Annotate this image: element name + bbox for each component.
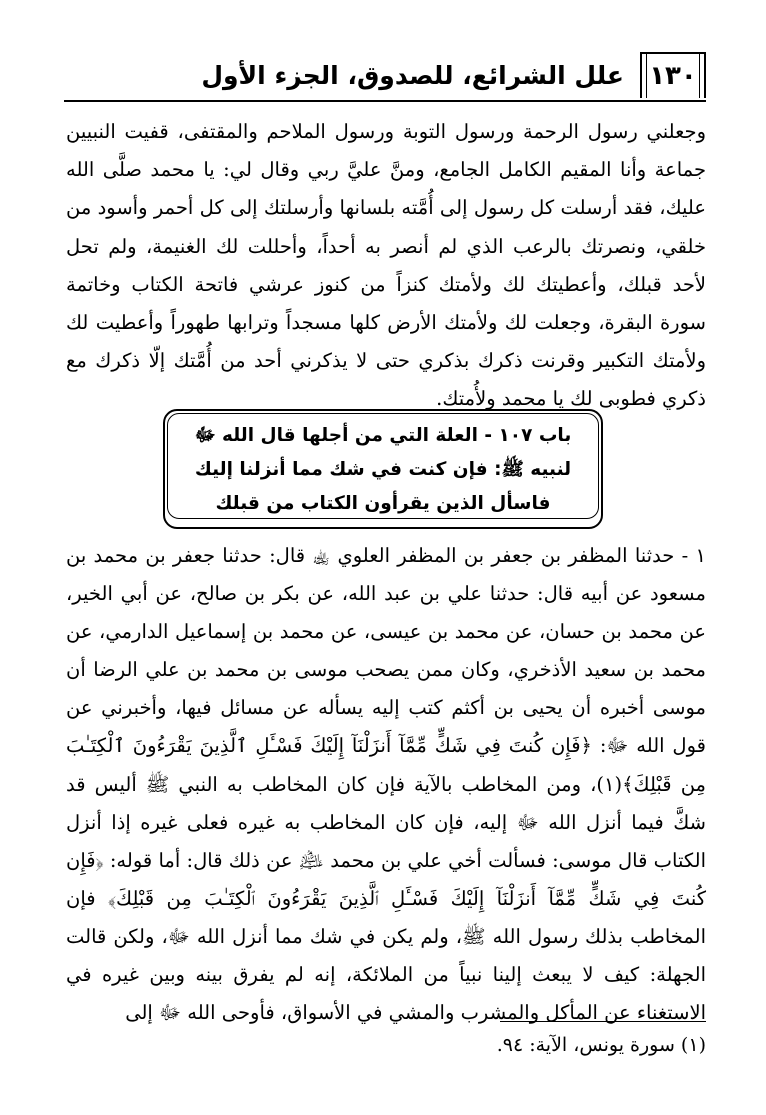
body-paragraph-1: وجعلني رسول الرحمة ورسول التوبة ورسول الملاحم والمقتفى، قفيت النبيين جماعة وأنا المقيم الكامل الجامع، ومنَّ عليَّ ربي وقال لي: يا محمد صلَّى الله عليك، فقد أرسلت كل رسول إلى أُمَّته بلسانها وأرسلتك إلى كل أحمر وأسود من خلقي، ونصرتك بالرعب الذي لم أنصر به أحداً، وأحللت لك الغنيمة، ولم تحل لأحد قبلك، وأعطيتك لك ولأمتك كنزاً من كنوز عرشي فاتحة الكتاب وخاتمة سورة البقرة، وجعلت لك ولأمتك الأرض كلها مسجداً وترابها طهوراً وأعطيت لك ولأمتك التكبير وقرنت ذكرك بذكري حتى لا يذكرني أحد من أُمَّتك إلّا ذكرك مع ذكري فطوبى لك يا محمد ولأُمتك.	[66, 120, 706, 411]
page-number-box	[640, 52, 706, 98]
footnote: (١) سورة يونس، الآية: ٩٤.	[496, 1034, 706, 1056]
chapter-heading-box	[163, 409, 603, 529]
page-number: ١٣٠	[646, 54, 700, 98]
footnote-divider	[500, 1021, 706, 1022]
book-title: علل الشرائع، للصدوق، الجزء الأول	[201, 61, 624, 90]
chapter-title: باب ١٠٧ - العلة التي من أجلها قال الله ﷻ لنبيه ﷺ: فإن كنت في شك مما أنزلنا إليك فاسأل الذين يقرأون الكتاب من قبلك	[194, 425, 572, 514]
running-header	[64, 52, 706, 102]
body-paragraph-2: ١ - حدثنا المظفر بن جعفر بن المظفر العلوي ﵀ قال: حدثنا جعفر بن محمد بن مسعود عن أبيه قال: حدثنا علي بن عبد الله، عن بكر بن صالح، عن أبي الخير، عن محمد بن حسان، عن محمد بن عيسى، عن محمد بن إسماعيل الدارمي، عن محمد بن سعيد الأذخري، وكان ممن يصحب موسى بن محمد بن علي الرضا أن موسى أخبره أن يحيى بن أكثم كتب إليه يسأله عن مسائل فيها، وأخبرني عن قول الله ﷻ: ﴿فَإِن كُنتَ فِي شَكٍّ مِّمَّآ أَنزَلْنَآ إِلَيْكَ فَسْـَٔلِ ٱلَّذِينَ يَقْرَءُونَ ٱلْكِتَـٰبَ مِن قَبْلِكَ﴾(١)، ومن المخاطب بالآية فإن كان المخاطب به النبي ﷺ أليس قد شكَّ فيما أنزل الله ﷻ إليه، فإن كان المخاطب به غيره فعلى غيره إذا أنزل الكتاب قال موسى: فسألت أخي علي بن محمد ﵇ عن ذلك قال: أما قوله: ﴿فَإِن كُنتَ فِي شَكٍّ مِّمَّآ أَنزَلْنَآ إِلَيْكَ فَسْـَٔلِ ٱلَّذِينَ يَقْرَءُونَ ٱلْكِتَـٰبَ مِن قَبْلِكَ﴾ فإن المخاطب بذلك رسول الله ﷺ، ولم يكن في شك مما أنزل الله ﷻ، ولكن قالت الجهلة: كيف لا يبعث إلينا نبياً من الملائكة، إنه لم يفرق بينه وبين غيره في الاستغناء عن المأكل والمشرب والمشي في الأسواق، فأوحى الله ﷻ إلى	[66, 544, 706, 1025]
